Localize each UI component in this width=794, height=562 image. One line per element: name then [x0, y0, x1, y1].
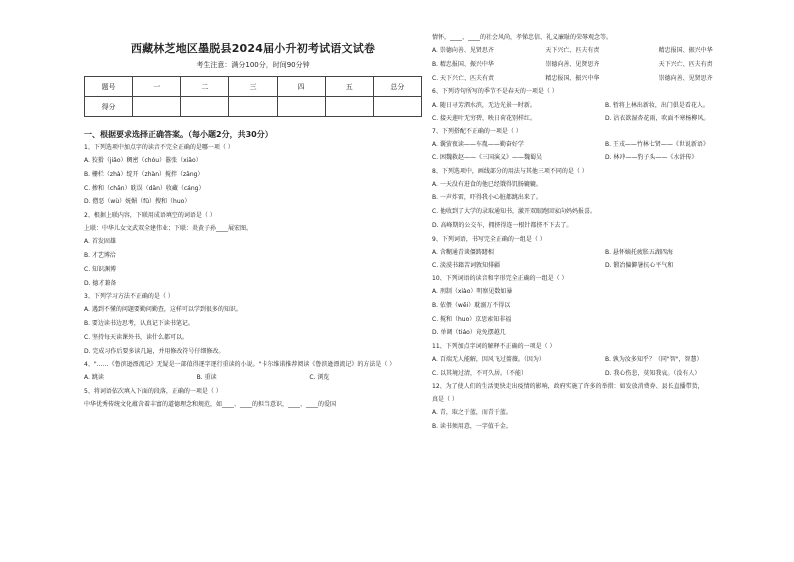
- right-column: [432, 34, 772, 437]
- score-input-cell[interactable]: [229, 97, 277, 117]
- question: 10、下列词语的读音和字形完全正确的一组是（ ）: [432, 275, 568, 283]
- score-cell: 三: [229, 77, 277, 97]
- score-input-cell[interactable]: [277, 97, 325, 117]
- question-stem: 情怀，____、____的社会风尚，孝悌忠信、礼义廉耻的荣辱观念等。: [432, 34, 613, 41]
- exam-title: 西藏林芝地区墨脱县2024届小升初考试语文试卷: [130, 42, 376, 55]
- question-stem: 上联：中华儿女文武双全建伟业；下联：炎黄子孙____展宏图。: [84, 225, 253, 233]
- option[interactable]: A. 狡猾（jiǎo）稠密（chóu）嚣张（xiāo）: [84, 157, 202, 165]
- option[interactable]: D. 锻冶偏僻暑抗心平气和: [605, 261, 674, 269]
- option[interactable]: B. 栅栏（zhà）绽开（zhàn）搅拌（zāng）: [84, 170, 204, 178]
- section-heading: 一、根据要求选择正确答案。（每小题2分，共30分）: [84, 130, 273, 139]
- option[interactable]: C. 知识渊博: [84, 265, 117, 273]
- score-input-cell[interactable]: [181, 97, 229, 117]
- score-cell: 题号: [85, 77, 133, 97]
- option[interactable]: A. 一天没有进食的他已经饿得饥肠辘辘。: [432, 180, 542, 188]
- question: 1、下列选项中加点字的读音不完全正确的是哪一项（ ）: [84, 144, 234, 151]
- option[interactable]: A. 百端无人能解，因风飞过蔷薇。（因为）: [432, 356, 545, 364]
- option-grid: [432, 370, 772, 378]
- option[interactable]: A. 遇到不懂的问题要勤问勤查，这样可以学到很多的知识。: [84, 306, 242, 314]
- option[interactable]: A. 囊萤夜读——车胤——勤奋好学: [432, 141, 524, 149]
- option-row[interactable]: [432, 47, 772, 55]
- question: 12、为了使人们的生活更快走出疫情的影响，政府实施了许多的举措：如发放消费券、县长直播带货，: [432, 382, 704, 390]
- question-stem: 中华优秀传统文化蕴含着丰富的道德理念和规范，如____、____的担当意识，____、____的爱国: [84, 401, 337, 409]
- option-part: 天下兴亡、匹夫有责: [658, 60, 713, 68]
- option-row[interactable]: [432, 75, 772, 83]
- option[interactable]: A. 青，取之于蓝，而青于蓝。: [432, 409, 512, 417]
- option[interactable]: C. 他收到了大学的录取通知书，激开双眼跑回家向妈妈报喜。: [432, 208, 597, 216]
- score-input-cell[interactable]: [133, 97, 181, 117]
- option[interactable]: C. 接天莲叶无穷碧，映日荷花别样红。: [432, 114, 537, 122]
- option-part: C. 天下兴亡、匹夫有责: [432, 74, 495, 82]
- question: 7、下列搭配不正确的一项是（ ）: [432, 127, 522, 135]
- left-column: [84, 34, 422, 415]
- option-part: A. 崇德向善、见贤思齐: [432, 47, 494, 55]
- option-grid: [432, 115, 772, 123]
- score-cell: 得分: [85, 97, 133, 117]
- score-cell: 总分: [373, 77, 421, 97]
- option[interactable]: C. 困魏救赵——《三国演义》——魏蜀吴: [432, 154, 543, 162]
- option[interactable]: C. 淡漠书籍苦词敦知排疆: [432, 261, 501, 269]
- option[interactable]: D. 林冲——豹子头——《水浒传》: [605, 154, 698, 162]
- option[interactable]: C. 以其境过清，不可久居。（不能）: [432, 369, 528, 377]
- option-part: 精忠报国、振兴中华: [545, 74, 600, 82]
- option[interactable]: A. 首发固雄: [84, 238, 116, 246]
- option-grid: [432, 356, 772, 364]
- question: 3、下列学习方法不正确的是（ ）: [84, 293, 174, 301]
- question: 9、下列词语，书写完全正确的一组是（ ）: [432, 235, 546, 243]
- option-row: [84, 374, 422, 382]
- score-table-row: [85, 97, 422, 117]
- option[interactable]: A. 含糊通青谈僵踌躇相: [432, 248, 494, 256]
- option[interactable]: D. 沾衣欲湿杏花雨，吹面不寒杨柳风。: [605, 114, 710, 122]
- option[interactable]: C. 浏览: [309, 374, 330, 382]
- option-grid: [432, 154, 772, 162]
- option[interactable]: C. 搅和（huo）京思索知非福: [432, 315, 512, 323]
- question: 6、下列诗句所写的季节不是春天的一项是（ ）: [432, 88, 558, 96]
- question: 11、下列加点字词的解释不正确的一项是（ ）: [432, 343, 556, 351]
- score-cell: 二: [181, 77, 229, 97]
- score-cell: 一: [133, 77, 181, 97]
- option[interactable]: B. 才艺博洽: [84, 252, 116, 260]
- option[interactable]: C. 掺和（chān）耽误（dān）收藏（cáng）: [84, 184, 205, 192]
- option-grid: [432, 141, 772, 149]
- score-table: [84, 76, 422, 117]
- option[interactable]: B. 王戎——竹林七贤——《世说新语》: [605, 141, 709, 149]
- question-stem: 真是（ ）: [432, 395, 458, 403]
- option[interactable]: B. 暂将上林出新妆，出门俱是看花人。: [605, 101, 709, 109]
- option-grid: [432, 249, 772, 257]
- option-row[interactable]: [432, 61, 772, 69]
- option-grid: [432, 262, 772, 270]
- score-cell: 四: [277, 77, 325, 97]
- question: 4、"……《鲁滨逊漂流记》无疑是一部值得逐字逐行重读的小说。"卡尔维诺推荐阅读《鲁滨逊漂流记》的方法是（ ）: [84, 361, 396, 369]
- option-part: 精忠报国、振兴中华: [658, 47, 713, 55]
- option[interactable]: B. 要边读书边思考，认真记下读书笔记。: [84, 320, 194, 328]
- exam-notice: 考生注意：满分100分，时间90分钟: [196, 61, 310, 69]
- option[interactable]: A. 跳读: [84, 374, 104, 382]
- question: 5、将词语依次填入下面的段落，正确的一项是（ ）: [84, 388, 222, 396]
- option[interactable]: C. 坚持每天读课外书，读什么都可以。: [84, 333, 189, 341]
- option[interactable]: B. 一声炸雷，吓得我小心脏都跳出来了。: [432, 194, 542, 202]
- option[interactable]: B. 悬怀嫡托疲胀五湖四海: [605, 248, 673, 256]
- option-part: 天下兴亡、匹夫有责: [545, 47, 600, 55]
- option-part: B. 精忠报国、振兴中华: [432, 60, 494, 68]
- option[interactable]: D. 高峰期的公交车，拥挤得连一根针都挤不下去了。: [432, 221, 573, 229]
- option[interactable]: A. 随日寻芳泗水滨，无边光景一时新。: [432, 101, 536, 109]
- option[interactable]: A. 刑制（xiào）明察见数如暴: [432, 288, 513, 296]
- option[interactable]: B. 读书须用意，一字值千金。: [432, 422, 512, 430]
- option[interactable]: D. 僧恶（wù）妩媚（fǔ）搜和（huo）: [84, 198, 191, 206]
- score-table-row: [85, 77, 422, 97]
- option[interactable]: D. 单调（tiáo）竟免摆越几: [432, 329, 506, 337]
- option[interactable]: B. 孰为汝多知乎？（同"智"，智慧）: [605, 356, 703, 364]
- option-part: 崇德向善、见贤思齐: [658, 74, 713, 82]
- option[interactable]: D. 我心伤悲，莫知我哀。（没有人）: [605, 369, 701, 377]
- option[interactable]: B. 重读: [196, 374, 217, 382]
- question: 2、根据上联内容，下联用成语填空的词语是（ ）: [84, 212, 216, 220]
- option-grid: [432, 102, 772, 110]
- option[interactable]: D. 德才兼备: [84, 279, 117, 287]
- score-cell: 五: [325, 77, 373, 97]
- score-input-cell[interactable]: [325, 97, 373, 117]
- option[interactable]: B. 依偎（wēi）耽溺万不得以: [432, 302, 511, 310]
- option-part: 崇德向善、见贤思齐: [545, 60, 600, 68]
- option[interactable]: D. 完成习作后要多读几遍，并用修改符号仔细修改。: [84, 347, 225, 355]
- score-input-cell[interactable]: [373, 97, 421, 117]
- question: 8、下列选项中，画线部分的用法与其他三项不同的是（ ）: [432, 167, 588, 175]
